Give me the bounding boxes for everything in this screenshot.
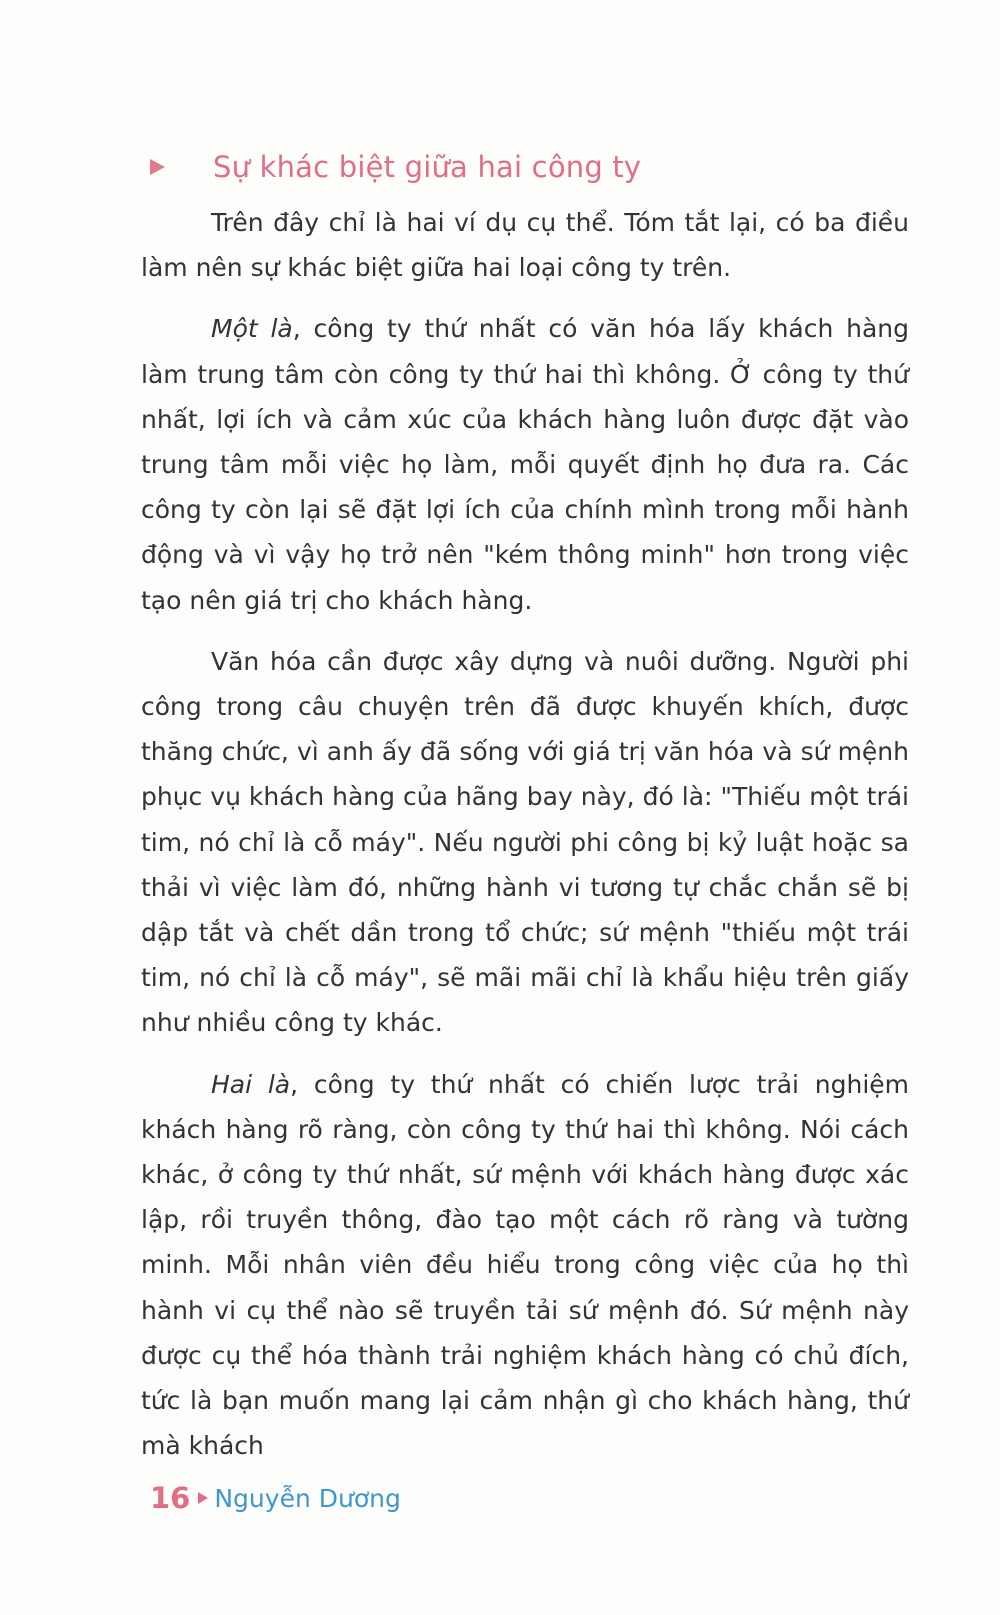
body-text: [141, 200, 909, 1468]
paragraph-lead: Một là: [211, 314, 293, 344]
paragraph-3: [141, 639, 909, 1046]
page-number: 16: [150, 1481, 191, 1515]
paragraph-1: [141, 200, 909, 290]
paragraph-text: Văn hóa cần được xây dựng và nuôi dưỡng. Người phi công trong câu chuyện trên đã được khuyến khích, được thăng chức, vì anh ấy đã sống với giá trị văn hóa và sứ mệnh phục vụ khách hàng của hãng bay này, đó là: "Thiếu một trái tim, nó chỉ là cỗ máy". Nếu người phi công bị kỷ luật hoặc sa thải vì việc làm đó, những hành vi tương tự chắc chắn sẽ bị dập tắt và chết dần trong tổ chức; sứ mệnh "thiếu một trái tim, nó chỉ là cỗ máy", sẽ mãi mãi chỉ là khẩu hiệu trên giấy như nhiều công ty khác.: [141, 646, 909, 1038]
triangle-bullet-icon: [150, 159, 165, 175]
paragraph-text: Trên đây chỉ là hai ví dụ cụ thể. Tóm tắt lại, có ba điều làm nên sự khác biệt giữa hai loại công ty trên.: [141, 208, 909, 283]
paragraph-text: , công ty thứ nhất có chiến lược trải nghiệm khách hàng rõ ràng, còn công ty thứ hai thì không. Nói cách khác, ở công ty thứ nhất, sứ mệnh với khách hàng được xác lập, rồi truyền thông, đào tạo một cách rõ ràng và tường minh. Mỗi nhân viên đều hiểu trong công việc của họ thì hành vi cụ thể nào sẽ truyền tải sứ mệnh đó. Sứ mệnh này được cụ thể hóa thành trải nghiệm khách hàng có chủ đích, tức là bạn muốn mang lại cảm nhận gì cho khách hàng, thứ mà khách: [141, 1069, 910, 1461]
paragraph-text: , công ty thứ nhất có văn hóa lấy khách hàng làm trung tâm còn công ty thứ hai thì không. Ở công ty thứ nhất, lợi ích và cảm xúc của khách hàng luôn được đặt vào trung tâm mỗi việc họ làm, mỗi quyết định họ đưa ra. Các công ty còn lại sẽ đặt lợi ích của chính mình trong mỗi hành động và vì vậy họ trở nên "kém thông minh" hơn trong việc tạo nên giá trị cho khách hàng.: [141, 314, 910, 615]
author-name: Nguyễn Dương: [214, 1483, 401, 1513]
page-footer: [150, 1478, 401, 1518]
paragraph-4: [141, 1062, 909, 1469]
paragraph-lead: Hai là: [211, 1069, 291, 1099]
paragraph-2: [141, 306, 909, 622]
section-heading: [150, 142, 930, 192]
triangle-bullet-icon: [198, 1492, 208, 1504]
section-title: Sự khác biệt giữa hai công ty: [213, 150, 642, 184]
